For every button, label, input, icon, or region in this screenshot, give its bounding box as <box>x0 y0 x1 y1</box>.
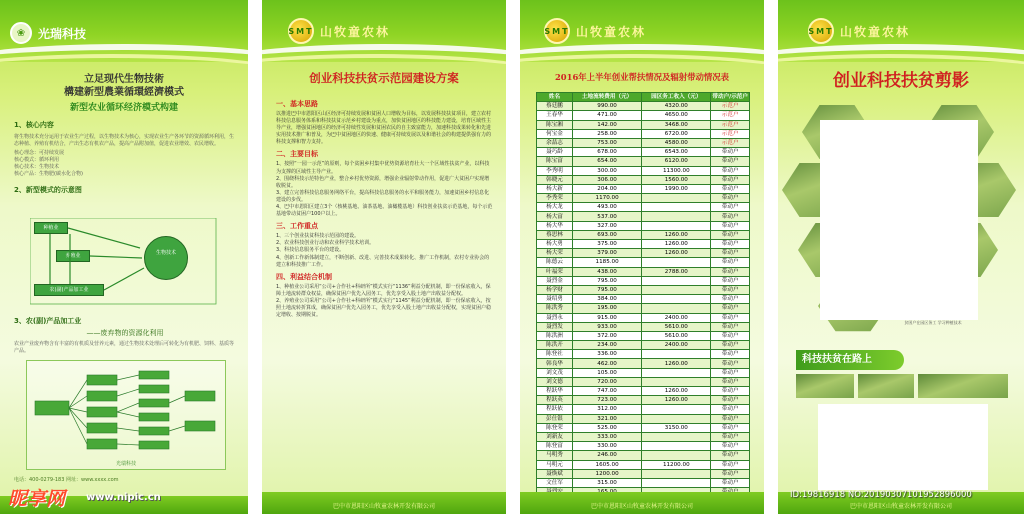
panel1-title-line2: 構建新型農業循環經濟模式 <box>64 87 184 98</box>
cell-type: 带动户 <box>711 432 750 441</box>
cell-type: 带动户 <box>711 194 750 203</box>
table-row <box>537 285 750 294</box>
cell-work-income: 1260.00 <box>642 396 711 405</box>
cell-name: 文仕军 <box>537 478 573 487</box>
cell-work-income: 6543.00 <box>642 148 711 157</box>
cell-land-fee: 327.00 <box>573 221 642 230</box>
cell-land-fee: 234.00 <box>573 341 642 350</box>
table-row <box>537 313 750 322</box>
cell-work-income <box>642 350 711 359</box>
cell-name: 聂烈发 <box>537 322 573 331</box>
cell-type: 带动户 <box>711 423 750 432</box>
cell-name: 杨大勇 <box>537 240 573 249</box>
cell-type: 带动户 <box>711 249 750 258</box>
cell-work-income <box>642 442 711 451</box>
cell-work-income <box>642 276 711 285</box>
cell-name: 陈宝富 <box>537 157 573 166</box>
cell-type: 带动户 <box>711 350 750 359</box>
cell-land-fee: 654.00 <box>573 157 642 166</box>
cell-work-income: 1260.00 <box>642 230 711 239</box>
cell-work-income <box>642 414 711 423</box>
cell-work-income: 1260.00 <box>642 240 711 249</box>
cell-land-fee: 915.00 <box>573 313 642 322</box>
company-logo-icon: SMT <box>288 18 314 44</box>
table-row <box>537 138 750 147</box>
table-row <box>537 221 750 230</box>
table-row <box>537 405 750 414</box>
logo-text: 山牧童农林 <box>320 24 391 39</box>
cell-land-fee: 204.00 <box>573 184 642 193</box>
panel4-bottom-text: 巴中市恩阳区山牧童农林开发有限公司 <box>849 503 952 510</box>
diagram-node-breeding: 养殖业 <box>56 250 90 262</box>
cell-work-income <box>642 194 711 203</box>
table-row <box>537 194 750 203</box>
cell-type: 带动户 <box>711 387 750 396</box>
table-row <box>537 184 750 193</box>
cell-land-fee: 312.00 <box>573 405 642 414</box>
table-row <box>537 350 750 359</box>
contact-line: 电话：400-0279-183 网址：www.xxxx.com <box>14 477 119 483</box>
cell-work-income: 6720.00 <box>642 129 711 138</box>
cell-type: 带动户 <box>711 460 750 469</box>
cell-type: 带动户 <box>711 469 750 478</box>
company-logo-icon: SMT <box>544 18 570 44</box>
cell-name: 马明元 <box>537 460 573 469</box>
table-row <box>537 203 750 212</box>
cell-land-fee: 493.00 <box>573 203 642 212</box>
cell-land-fee: 747.00 <box>573 387 642 396</box>
plan-sec2-item: 2、围绕科技示范特色产业，整合乡村优势资源，增强企业辐射带动作用，促进广大贫困户实现增收脱贫。 <box>276 175 490 189</box>
cell-name: 陈洪洲 <box>537 331 573 340</box>
cell-name: 杨大华 <box>537 221 573 230</box>
support-table-wrap <box>536 92 750 506</box>
panel-guangrui <box>0 0 248 514</box>
plan-sec3-heading: 三、工作重点 <box>276 222 318 231</box>
table-header-row <box>537 93 750 102</box>
cell-land-fee: 471.00 <box>573 111 642 120</box>
col-land-fee: 土地流转费用（元） <box>573 93 642 102</box>
cell-type: 示范户 <box>711 129 750 138</box>
col-type: 带动户/示范户 <box>712 94 748 101</box>
cell-name: 蔡廷鹏 <box>537 102 573 111</box>
plan-sec2-heading: 二、主要目标 <box>276 150 318 159</box>
logo-text: 山牧童农林 <box>576 24 647 39</box>
cell-land-fee: 678.00 <box>573 148 642 157</box>
cell-type: 带动户 <box>711 377 750 386</box>
cell-work-income: 6120.00 <box>642 157 711 166</box>
diagram-node-biotech: 生物技术 <box>144 236 188 280</box>
table-row <box>537 157 750 166</box>
table-row <box>537 469 750 478</box>
flow-chart <box>26 360 226 470</box>
cell-name: 何宝金 <box>537 129 573 138</box>
cell-name: 聂绍勇 <box>537 295 573 304</box>
cell-land-fee: 1170.00 <box>573 194 642 203</box>
table-row <box>537 304 750 313</box>
cell-type: 带动户 <box>711 359 750 368</box>
cell-land-fee: 195.00 <box>573 304 642 313</box>
cell-type: 带动户 <box>711 184 750 193</box>
table-row <box>537 414 750 423</box>
table-row <box>537 387 750 396</box>
cell-work-income <box>642 451 711 460</box>
cell-work-income <box>642 368 711 377</box>
cell-name: 杨大富 <box>537 212 573 221</box>
table-row <box>537 295 750 304</box>
cell-name: 聂焕斌 <box>537 469 573 478</box>
section2-heading: 2、新型模式的示意图 <box>14 185 82 194</box>
cell-land-fee: 462.00 <box>573 359 642 368</box>
table-row <box>537 478 750 487</box>
cell-land-fee: 384.00 <box>573 295 642 304</box>
cell-land-fee: 720.00 <box>573 377 642 386</box>
cell-name: 余喆志 <box>537 138 573 147</box>
table-body <box>537 102 750 506</box>
core-section <box>14 120 234 195</box>
cell-type: 带动户 <box>711 414 750 423</box>
col-name: 姓名 <box>537 93 573 102</box>
cell-name: 聂烈金 <box>537 276 573 285</box>
cell-type: 带动户 <box>711 276 750 285</box>
cell-work-income: 1990.00 <box>642 184 711 193</box>
cell-land-fee: 990.00 <box>573 102 642 111</box>
cell-work-income <box>642 304 711 313</box>
cell-land-fee: 372.00 <box>573 331 642 340</box>
plan-sec3-item: 1、三个创业扶贫科技示范园的建设。 <box>276 233 360 240</box>
cell-type: 带动户 <box>711 442 750 451</box>
cell-work-income: 4320.00 <box>642 102 711 111</box>
photo-field-3 <box>918 374 1008 398</box>
cell-name: 杨学财 <box>537 285 573 294</box>
plan-sec4-item: 1、种植业公司采用“公司+合作社+科研所”模式实行“1136”利益分配机制，即一份保底收入，保障土地流转群众权益，确保贫困户优先入园务工，优先享受入股土地产出收益分配权。 <box>276 283 491 297</box>
table-row <box>537 102 750 111</box>
table-row <box>537 240 750 249</box>
table-row <box>537 451 750 460</box>
table-row <box>537 432 750 441</box>
cell-name: 陈登荣 <box>537 423 573 432</box>
cell-name: 杨大荣 <box>537 249 573 258</box>
cell-type: 示范户 <box>711 111 750 120</box>
col-work-income: 园区务工收入（元） <box>642 93 711 102</box>
cell-land-fee: 375.00 <box>573 240 642 249</box>
cell-name: 蔡思林 <box>537 230 573 239</box>
cell-name: 刘文茂 <box>537 368 573 377</box>
cell-name: 马明秀 <box>537 451 573 460</box>
cell-type: 带动户 <box>711 157 750 166</box>
cell-land-fee: 333.00 <box>573 432 642 441</box>
cell-type: 带动户 <box>711 368 750 377</box>
panel1-logo <box>10 22 86 44</box>
cell-work-income: 4580.00 <box>642 138 711 147</box>
cell-land-fee: 1605.00 <box>573 460 642 469</box>
table-row <box>537 267 750 276</box>
cell-type: 带动户 <box>711 148 750 157</box>
cell-type: 示范户 <box>711 138 750 147</box>
table-row <box>537 396 750 405</box>
cell-land-fee: 933.00 <box>573 322 642 331</box>
cell-work-income: 1260.00 <box>642 249 711 258</box>
cell-type: 带动户 <box>711 396 750 405</box>
cell-work-income: 4650.00 <box>642 111 711 120</box>
panel3-logo <box>544 18 646 44</box>
diagram-node-planting: 种植业 <box>34 222 68 234</box>
table-row <box>537 442 750 451</box>
cell-name: 杨大新 <box>537 184 573 193</box>
cell-type: 示范户 <box>711 120 750 129</box>
cell-land-fee: 336.00 <box>573 350 642 359</box>
cell-work-income: 2400.00 <box>642 313 711 322</box>
plan-sec3-item: 2、农业科技创业行动和农业科学技术培训。 <box>276 240 375 247</box>
cell-type: 带动户 <box>711 478 750 487</box>
leaf-logo-icon: ❀ <box>10 22 32 44</box>
cell-type: 带动户 <box>711 203 750 212</box>
cell-name: 程跃英 <box>537 396 573 405</box>
table-row <box>537 148 750 157</box>
photo-field-2 <box>858 374 914 398</box>
cell-work-income: 11200.00 <box>642 460 711 469</box>
cell-name: 刘新友 <box>537 432 573 441</box>
panel-plan <box>262 0 506 514</box>
cell-work-income: 1260.00 <box>642 387 711 396</box>
table-row <box>537 166 750 175</box>
section3-subheading: ——废弃物的资源化利用 <box>86 329 164 337</box>
panel2-bottom-text: 巴中市恩阳区山牧童农林开发有限公司 <box>332 503 435 510</box>
core-item: 核心理念：可持续发展 <box>14 150 65 157</box>
cell-name: 陈登社 <box>537 350 573 359</box>
cell-type: 带动户 <box>711 285 750 294</box>
cell-land-fee: 330.00 <box>573 442 642 451</box>
diagram-node-processing: 农(副)产品加工业 <box>34 284 104 296</box>
panel2-title: 创业科技扶贫示范园建设方案 <box>309 71 459 85</box>
cell-land-fee: 300.00 <box>573 166 642 175</box>
cell-land-fee: 379.00 <box>573 249 642 258</box>
cell-name: 彭仕银 <box>537 414 573 423</box>
cell-type: 带动户 <box>711 331 750 340</box>
support-table <box>536 92 750 506</box>
cell-name: 叶福荣 <box>537 267 573 276</box>
table-row <box>537 341 750 350</box>
cell-land-fee: 246.00 <box>573 451 642 460</box>
table-row <box>537 258 750 267</box>
cell-work-income <box>642 377 711 386</box>
table-row <box>537 377 750 386</box>
table-row <box>537 423 750 432</box>
section1-text: 将生物技术充分运用于农业生产过程，以生物技术为核心，实现农业生产各环节的资源循环利用，生态种植、养殖有机结合，产出生态有机农产品，提高产品附加值，促进农业增效、农民增收。 <box>14 134 235 148</box>
plan-sec2-item: 4、巴中市恩阳区建立3个（核桃基地、油茶基地、油橄榄基地）科技创业扶贫示范基地，每个示范基地带动贫困户100户以上。 <box>276 204 493 218</box>
panel3-title: 2016年上半年创业帮扶情况及辐射带动情况表 <box>554 72 730 82</box>
photo-placeholder-main <box>820 120 978 320</box>
cell-name: 程跃依 <box>537 405 573 414</box>
plan-sec4-heading: 四、利益结合机制 <box>276 272 332 281</box>
cell-name: 韩晓元 <box>537 175 573 184</box>
cell-land-fee: 1185.00 <box>573 258 642 267</box>
cell-land-fee: 306.00 <box>573 175 642 184</box>
section1-heading: 1、核心内容 <box>14 121 54 129</box>
cell-land-fee: 537.00 <box>573 212 642 221</box>
core-item: 核心技术：生物技术 <box>14 164 60 171</box>
panel-gallery <box>778 0 1024 514</box>
plan-sec1-text: 以推进巴中市恩阳区山区经济可持续发展和贫困人口增收为目标，以发展科技扶贫项目，建立农村科技信息服务体系和科技扶贫示范乡村建设为重点，加快贫困地区的科技能力建设，培育区域性主导产业，增强贫困地区的经济可持续性发展和贫困农民的自主致富能力，加速科技成果转化和先进实用技术推广和普及，为巴中贫困地区的快速、健康可持续发展以及和谐社会的构建提供强有力的科技支撑和智力支持。 <box>276 111 492 146</box>
plan-sec3-item: 3、科技信息服务平台的建设。 <box>276 247 345 254</box>
panel-table <box>520 0 764 514</box>
cell-work-income: 3150.00 <box>642 423 711 432</box>
cell-type: 带动户 <box>711 322 750 331</box>
cell-type: 带动户 <box>711 212 750 221</box>
cell-work-income <box>642 405 711 414</box>
table-row <box>537 111 750 120</box>
logo-text: 山牧童农林 <box>840 24 911 39</box>
cell-type: 带动户 <box>711 341 750 350</box>
cell-type: 带动户 <box>711 313 750 322</box>
cell-name: 程跃华 <box>537 387 573 396</box>
table-row <box>537 322 750 331</box>
cell-name: 陈登富 <box>537 442 573 451</box>
watermark-logo: 昵享网 <box>8 488 66 510</box>
cell-type: 带动户 <box>711 221 750 230</box>
table-row <box>537 175 750 184</box>
plan-body <box>276 96 494 319</box>
cell-type: 示范户 <box>711 102 750 111</box>
flow-chart-lines <box>27 361 227 471</box>
cell-work-income <box>642 432 711 441</box>
cell-land-fee: 753.00 <box>573 138 642 147</box>
cell-land-fee: 525.00 <box>573 423 642 432</box>
cell-type: 带动户 <box>711 175 750 184</box>
cell-work-income <box>642 295 711 304</box>
cell-name: 刘文德 <box>537 377 573 386</box>
cell-work-income <box>642 478 711 487</box>
cell-land-fee: 321.00 <box>573 414 642 423</box>
cell-land-fee: 795.00 <box>573 285 642 294</box>
cell-land-fee: 723.00 <box>573 396 642 405</box>
cell-type: 带动户 <box>711 166 750 175</box>
cell-land-fee: 142.00 <box>573 120 642 129</box>
table-row <box>537 212 750 221</box>
cell-type: 带动户 <box>711 240 750 249</box>
cell-name: 杨大龙 <box>537 203 573 212</box>
table-row <box>537 230 750 239</box>
cell-land-fee: 105.00 <box>573 368 642 377</box>
photo-caption: 贫困户在园区务工 学习种植技术 <box>904 320 962 325</box>
cell-type: 带动户 <box>711 304 750 313</box>
plan-sec3-item: 4、创新工作新体制建立，不断创新、改进、完善技术成果转化、推广工作机制，农村专业协会的建立和科技推广工作。 <box>276 254 490 268</box>
panel4-logo <box>808 18 910 44</box>
plan-sec4-item: 2、养殖业公司采用“公司+合作社+科研所”模式实行“1145”利益分配机制，即一份保底收入，按照土地流转折算成，确保贫困户优先入园务工，优先享受入股土地产出收益分配权，实现贫困户稳定增收、按期脱贫。 <box>276 297 492 319</box>
cell-type: 带动户 <box>711 451 750 460</box>
plan-sec2-item: 3、建立完善科技信息服务网络平台，提高科技信息服务的水平和服务能力，加速贫困乡村信息化建设的步伐。 <box>276 189 490 203</box>
table-row <box>537 368 750 377</box>
cell-name: 陈洪秀 <box>537 304 573 313</box>
cell-name: 王春华 <box>537 111 573 120</box>
section3-heading: 3、农(副)产品加工业 <box>14 317 82 325</box>
cell-work-income: 2788.00 <box>642 267 711 276</box>
flow-chart-caption: 光瑞科技 <box>115 461 136 467</box>
panel3-bottom-text: 巴中市恩阳区山牧童农林开发有限公司 <box>590 503 693 510</box>
cycle-diagram <box>30 218 220 308</box>
table-row <box>537 359 750 368</box>
photo-placeholder-bottom <box>818 404 988 490</box>
table-row <box>537 249 750 258</box>
cell-work-income <box>642 203 711 212</box>
cell-work-income: 2400.00 <box>642 341 711 350</box>
table-row <box>537 460 750 469</box>
cell-work-income: 5610.00 <box>642 322 711 331</box>
panel1-subtitle: 新型农业循环经济模式构建 <box>69 103 178 113</box>
cell-name: 陈洪开 <box>537 341 573 350</box>
cell-type: 带动户 <box>711 295 750 304</box>
core-items <box>14 150 234 178</box>
panel1-title-line1: 立足现代生物技術 <box>84 74 164 85</box>
cell-name: 李秀明 <box>537 166 573 175</box>
panel2-logo <box>288 18 390 44</box>
cell-land-fee: 1200.00 <box>573 469 642 478</box>
panel4-title: 创业科技扶贫剪影 <box>833 71 969 91</box>
cell-work-income: 11300.00 <box>642 166 711 175</box>
cell-work-income <box>642 258 711 267</box>
plan-sec1-heading: 一、基本思路 <box>276 100 318 108</box>
cell-type: 带动户 <box>711 258 750 267</box>
banner-tech-poverty: 科技扶贫在路上 <box>796 350 904 370</box>
cell-type: 带动户 <box>711 405 750 414</box>
logo-text: 光瑞科技 <box>38 26 87 41</box>
core-item: 核心模式：循环利用 <box>14 157 60 164</box>
core-item: 核心产品：生物肥(碳水化合物) <box>14 171 83 178</box>
cell-work-income: 1260.00 <box>642 359 711 368</box>
cell-land-fee: 693.00 <box>573 230 642 239</box>
cell-name: 聂巧龄 <box>537 148 573 157</box>
table-row <box>537 331 750 340</box>
watermark-url: www.nipic.cn <box>86 492 161 503</box>
cell-land-fee: 438.00 <box>573 267 642 276</box>
cell-work-income <box>642 469 711 478</box>
table-row <box>537 276 750 285</box>
cell-name: 陈宝湘 <box>537 120 573 129</box>
cell-type: 带动户 <box>711 230 750 239</box>
watermark-id: ID:19816918 NO:20190307101952896000 <box>790 490 972 500</box>
cell-work-income: 1560.00 <box>642 175 711 184</box>
cell-work-income <box>642 221 711 230</box>
photo-field-1 <box>796 374 854 398</box>
section3-text: 农业产业废弃物含有丰富的有机质及营养元素，通过生物技术处理后可转化为有机肥、饲料、基质等产品。 <box>14 341 235 355</box>
cell-land-fee: 795.00 <box>573 276 642 285</box>
table-row <box>537 120 750 129</box>
cell-work-income: 5610.00 <box>642 331 711 340</box>
cell-land-fee: 258.00 <box>573 129 642 138</box>
plan-sec2-item: 1、按照“一园一示范”的原则，每个贫困乡村集中优势资源培育壮大一个区域性扶贫产业，以科技为支撑的区域性主导产业。 <box>276 161 490 175</box>
cell-work-income <box>642 212 711 221</box>
diagram-arrows <box>30 218 220 308</box>
cell-name: 韩良华 <box>537 359 573 368</box>
cell-type: 带动户 <box>711 267 750 276</box>
processing-section <box>14 316 236 355</box>
cell-work-income: 3468.00 <box>642 120 711 129</box>
cell-name: 陈德云 <box>537 258 573 267</box>
table-row <box>537 129 750 138</box>
cell-work-income <box>642 285 711 294</box>
company-logo-icon: SMT <box>808 18 834 44</box>
cell-name: 聂烈永 <box>537 313 573 322</box>
cell-land-fee: 315.00 <box>573 478 642 487</box>
cell-name: 李秀荣 <box>537 194 573 203</box>
